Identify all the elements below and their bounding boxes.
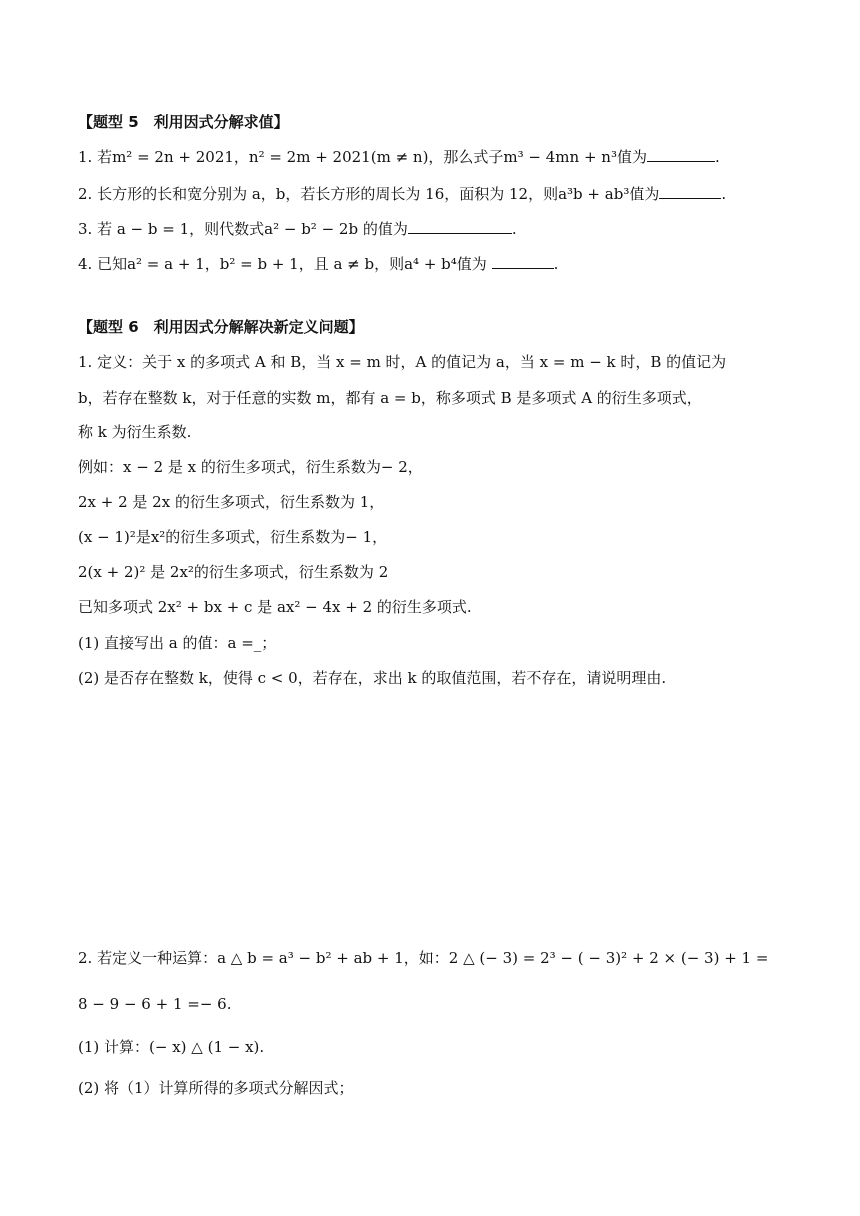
s6-p1-line-3: 称 k 为衍生系数. <box>78 423 192 441</box>
s6-given: 已知多项式 2x² + bx + c 是 ax² − 4x + 2 的衍生多项式. <box>78 598 472 616</box>
s5-q1-end: . <box>714 148 720 166</box>
s6-example-4: 2(x + 2)² 是 2x²的衍生多项式，衍生系数为 2 <box>78 563 389 581</box>
s5-q1-text: 1. 若m² = 2n + 2021，n² = 2m + 2021(m ≠ n)，那么式子m³ − 4mn + n³值为 <box>78 148 647 166</box>
s5-q3-end: . <box>511 220 517 238</box>
s6-p2-sub-question-1: (1) 计算：(− x) △ (1 − x). <box>78 1038 265 1056</box>
s5-q4-text: 4. 已知a² = a + 1，b² = b + 1，且 a ≠ b，则a⁴ + b⁴值为 <box>78 255 487 273</box>
s6-p2-line-2: 8 − 9 − 6 + 1 =− 6. <box>78 995 232 1013</box>
s6-p2-sub-question-2: (2) 将（1）计算所得的多项式分解因式； <box>78 1079 354 1097</box>
s6-example-1: 例如：x − 2 是 x 的衍生多项式，衍生系数为− 2， <box>78 458 423 476</box>
s5-question-2 <box>78 183 726 205</box>
s6-sub-question-2: (2) 是否存在整数 k，使得 c < 0，若存在，求出 k 的取值范围，若不存在，请说明理由. <box>78 669 667 687</box>
s6-p2-line-1: 2. 若定义一种运算：a △ b = a³ − b² + ab + 1，如：2 △ (− 3) = 2³ − ( − 3)² + 2 × (− 3) + 1 = <box>78 949 769 967</box>
s6-example-2: 2x + 2 是 2x 的衍生多项式，衍生系数为 1， <box>78 493 385 511</box>
s5-q2-end: . <box>721 185 727 203</box>
s6-sub-question-1: (1) 直接写出 a 的值：a =_； <box>78 634 277 652</box>
s6-example-3: (x − 1)²是x²的衍生多项式，衍生系数为− 1， <box>78 528 388 546</box>
s5-q1-answer-blank[interactable] <box>647 147 715 162</box>
s5-q3-answer-blank[interactable] <box>408 219 512 234</box>
s5-question-4 <box>78 253 558 275</box>
s5-question-1 <box>78 146 720 168</box>
s5-question-3 <box>78 218 517 240</box>
s5-q3-text: 3. 若 a − b = 1，则代数式a² − b² − 2b 的值为 <box>78 220 408 238</box>
s6-p1-line-1: 1. 定义：关于 x 的多项式 A 和 B，当 x = m 时，A 的值记为 a，当 x = m − k 时，B 的值记为 <box>78 353 727 371</box>
s5-q2-answer-blank[interactable] <box>659 184 721 199</box>
section6-heading: 【题型 6 利用因式分解解决新定义问题】 <box>78 318 364 336</box>
s5-q4-end: . <box>553 255 559 273</box>
s5-q4-answer-blank[interactable] <box>492 254 554 269</box>
s5-q2-text: 2. 长方形的长和宽分别为 a，b，若长方形的周长为 16，面积为 12，则a³b + ab³值为 <box>78 185 660 203</box>
s6-p1-line-2: b，若存在整数 k，对于任意的实数 m，都有 a = b，称多项式 B 是多项式 A 的衍生多项式， <box>78 389 702 407</box>
section5-heading: 【题型 5 利用因式分解求值】 <box>78 113 289 131</box>
